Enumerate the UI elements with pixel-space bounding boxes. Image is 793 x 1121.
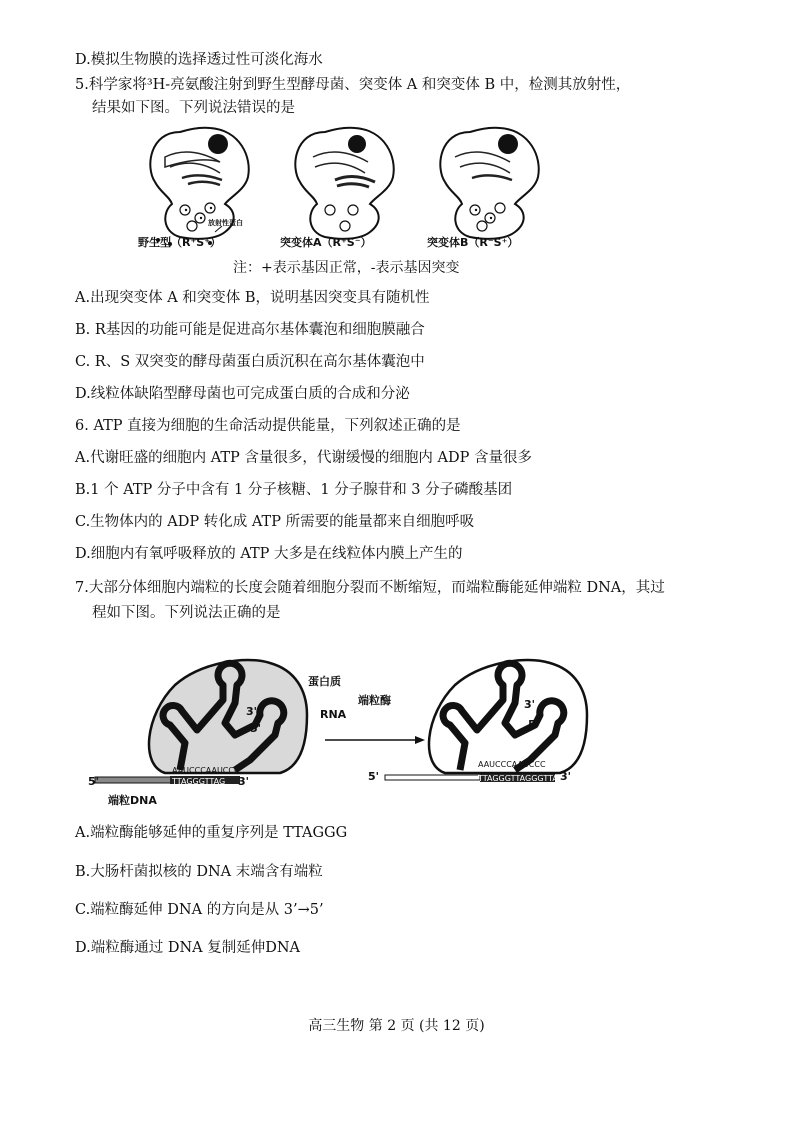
telomere-dna-label: 端粒DNA xyxy=(108,794,157,807)
q5-option-a: A.出现突变体 A 和突变体 B，说明基因突变具有随机性 xyxy=(75,290,430,306)
right-rna-template-seq: AAUCCCAAUCCC xyxy=(478,760,546,769)
q6-option-a: A.代谢旺盛的细胞内 ATP 含量很多，代谢缓慢的细胞内 ADP 含量很多 xyxy=(75,450,532,466)
q5-stem-line1: 5.科学家将³H-亮氨酸注射到野生型酵母菌、突变体 A 和突变体 B 中，检测其放射性， xyxy=(75,77,631,93)
q5-stem-line2: 结果如下图。下列说法错误的是 xyxy=(92,100,295,116)
q6-option-c: C.生物体内的 ADP 转化成 ATP 所需要的能量都来自细胞呼吸 xyxy=(75,514,475,530)
q4-option-d: D.模拟生物膜的选择透过性可淡化海水 xyxy=(75,52,323,68)
protein-label: 蛋白质 xyxy=(308,675,341,688)
right-dna-seq: TTAGGGTTAGGGTTAG xyxy=(478,774,564,783)
q7-option-d: D.端粒酶通过 DNA 复制延伸DNA xyxy=(75,940,301,956)
rna-label: RNA xyxy=(320,708,347,721)
mutant-a-cell xyxy=(295,128,393,239)
caption-wild-type: 野生型（R⁺S⁺） xyxy=(138,236,222,249)
q6-option-d: D.细胞内有氧呼吸释放的 ATP 大多是在线粒体内膜上产生的 xyxy=(75,546,463,562)
q7-stem-line1: 7.大部分体细胞内端粒的长度会随着细胞分裂而不断缩短，而端粒酶能延伸端粒 DNA，其过 xyxy=(75,580,665,596)
q5-figure-note: 注：+表示基因正常，-表示基因突变 xyxy=(233,260,460,276)
q5-option-d: D.线粒体缺陷型酵母菌也可完成蛋白质的合成和分泌 xyxy=(75,386,410,402)
telomerase-label: 端粒酶 xyxy=(358,694,391,707)
right-3prime-label: 3' xyxy=(524,698,536,711)
wild-type-cell xyxy=(150,128,248,246)
left-3prime-dna-label: 3' xyxy=(238,775,250,788)
caption-mutant-a: 突变体A（R⁺S⁻） xyxy=(280,236,372,249)
q7-option-a: A.端粒酶能够延伸的重复序列是 TTAGGG xyxy=(75,825,348,841)
right-5prime-dna-label: 5' xyxy=(368,770,380,783)
left-rna-template-seq: AAUCCCAAUCCC xyxy=(172,766,240,775)
left-dna-seq: TTAGGGTTAG xyxy=(172,777,226,786)
right-3prime-dna-label: 3' xyxy=(560,770,572,783)
q7-option-b: B.大肠杆菌拟核的 DNA 末端含有端粒 xyxy=(75,864,323,880)
q7-option-c: C.端粒酶延伸 DNA 的方向是从 3’→5’ xyxy=(75,902,324,918)
left-5prime-label: 5' xyxy=(250,722,262,735)
left-5prime-dna-label: 5' xyxy=(88,775,100,788)
q5-option-b: B. R基因的功能可能是促进高尔基体囊泡和细胞膜融合 xyxy=(75,322,425,338)
mutant-b-cell xyxy=(440,128,538,239)
q7-stem-line2: 程如下图。下列说法正确的是 xyxy=(92,605,281,621)
caption-mutant-b: 突变体B（R⁻S⁺） xyxy=(427,236,519,249)
q5-option-c: C. R、S 双突变的酵母菌蛋白质沉积在高尔基体囊泡中 xyxy=(75,354,425,370)
radioactive-protein-label: 放射性蛋白 xyxy=(208,219,243,227)
q6-stem: 6. ATP 直接为细胞的生命活动提供能量，下列叙述正确的是 xyxy=(75,418,461,434)
page-footer: 高三生物 第 2 页 (共 12 页) xyxy=(308,1018,485,1034)
q6-option-b: B.1 个 ATP 分子中含有 1 分子核糖、1 分子腺苷和 3 分子磷酸基团 xyxy=(75,482,513,498)
right-5prime-label: 5' xyxy=(528,718,540,731)
q5-cell-figure xyxy=(130,122,550,252)
left-3prime-label: 3' xyxy=(246,705,258,718)
